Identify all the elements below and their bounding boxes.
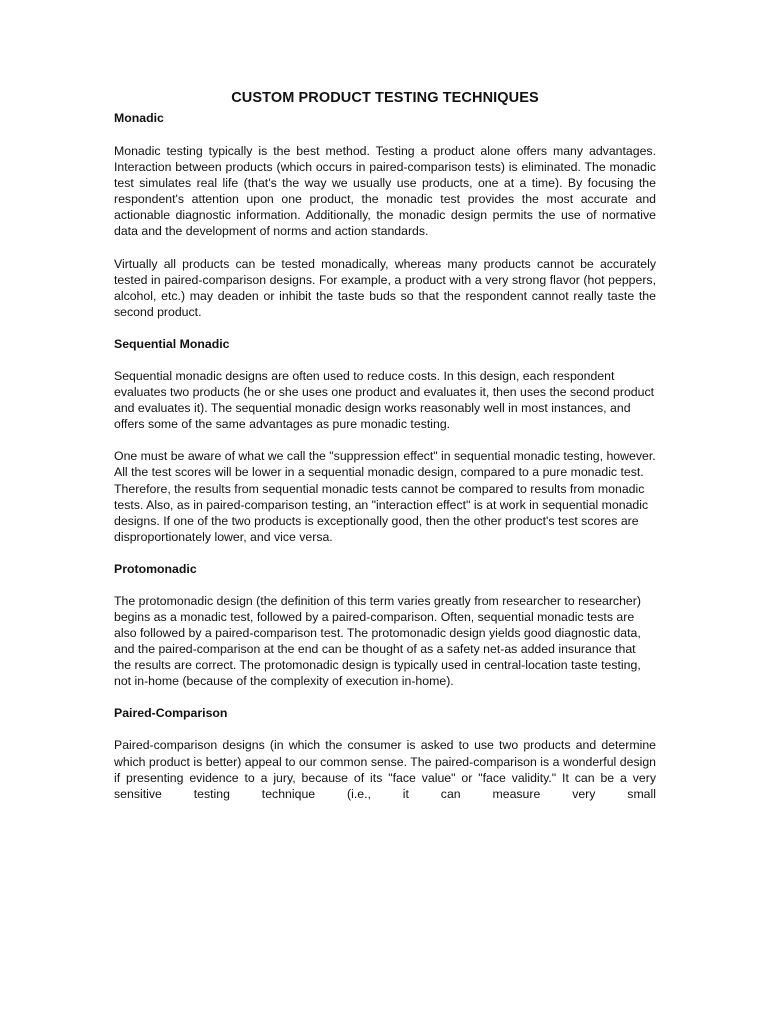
paragraph: The protomonadic design (the definition of this term varies greatly from researcher to researcher) begins as a monadic test, followed by a paired-comparison. Often, sequential monadic tests are also followed by a paired-comparison test. The protomonadic design yields good diagnostic data, and the paired-comparison at the end can be thought of as a safety net-as added insurance that the results are correct. The protomonadic design is typically used in central-location taste testing, not in-home (because of the complexity of execution in-home). bbox=[114, 593, 641, 689]
paragraph: Sequential monadic designs are often used to reduce costs. In this design, each respondent evaluates two products (he or she uses one product and evaluates it, then uses the second product and evaluates it). The sequential monadic design works reasonably well in most instances, and offers some of the same advantages as pure monadic testing. bbox=[114, 368, 655, 432]
paragraph: Paired-comparison designs (in which the consumer is asked to use two products and determine which product is better) appeal to our common sense. The paired-comparison is a wonderful design if presenting evidence to a jury, because of its "face value" or "face validity." It can be a very sensitive testing technique (i.e., it can measure very small bbox=[114, 738, 656, 801]
document-page bbox=[114, 88, 656, 802]
paragraph: Virtually all products can be tested monadically, whereas many products cannot be accurately tested in paired-comparison designs. For example, a product with a very strong flavor (hot peppers, alcohol, etc.) may deaden or inhibit the taste buds so that the respondent cannot really taste the second product. bbox=[114, 256, 656, 319]
paragraph: Monadic testing typically is the best method. Testing a product alone offers many advantages. Interaction between products (which occurs in paired-comparison tests) is eliminated. The monadic test simulates real life (that's the way we usually use products, one at a time). By focusing the respondent's attention upon one product, the monadic test provides the most accurate and actionable diagnostic information. Additionally, the monadic design permits the use of normative data and the development of norms and action standards. bbox=[114, 144, 656, 239]
section-heading-sequential-monadic: Sequential Monadic bbox=[114, 336, 230, 351]
section-heading-paired-comparison: Paired-Comparison bbox=[114, 706, 228, 721]
section-heading-protomonadic: Protomonadic bbox=[114, 561, 197, 576]
section-heading-monadic: Monadic bbox=[114, 111, 164, 125]
document-title: CUSTOM PRODUCT TESTING TECHNIQUES bbox=[231, 90, 539, 106]
paragraph: One must be aware of what we call the "suppression effect" in sequential monadic testing, however. All the test scores will be lower in a sequential monadic design, compared to a pure monadic test. Therefore, the results from sequential monadic tests cannot be compared to results from monadic tests. Also, as in paired-comparison testing, an "interaction effect" is at work in sequential monadic designs. If one of the two products is exceptionally good, then the other product's test scores are disproportionately lower, and vice versa. bbox=[114, 449, 656, 544]
